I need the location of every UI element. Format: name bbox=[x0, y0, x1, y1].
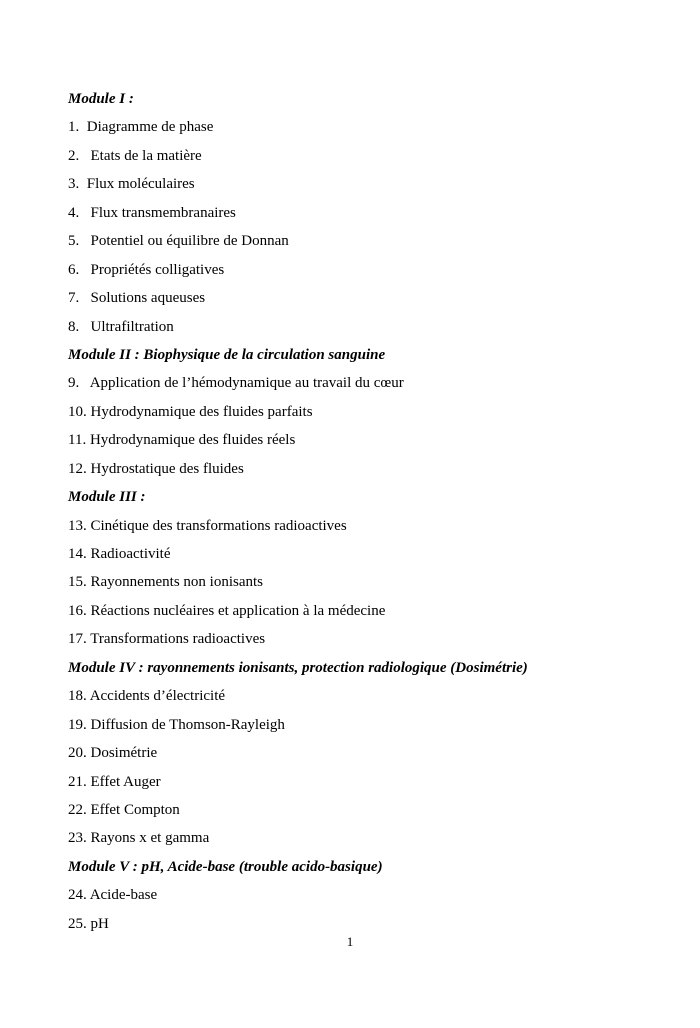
item-number: 9. bbox=[68, 375, 80, 392]
item-label: Acide-base bbox=[89, 887, 158, 904]
page-number: 1 bbox=[346, 934, 354, 949]
item-number: 12. bbox=[68, 460, 87, 477]
item-number: 25. bbox=[68, 915, 87, 932]
item-number: 6. bbox=[68, 261, 80, 278]
item-label: Propriétés colligatives bbox=[90, 261, 225, 278]
list-item bbox=[68, 597, 668, 625]
list-item bbox=[68, 711, 668, 739]
list-item bbox=[68, 142, 668, 170]
item-label: Diffusion de Thomson-Rayleigh bbox=[90, 716, 285, 733]
item-label: Potentiel ou équilibre de Donnan bbox=[90, 233, 289, 250]
item-number: 14. bbox=[68, 546, 87, 562]
item-label: Application de l’hémodynamique au travail du cœur bbox=[89, 375, 404, 392]
item-number: 15. bbox=[68, 574, 87, 591]
module-heading: Module V : pH, Acide-base (trouble acido-basique) bbox=[68, 858, 383, 875]
list-item bbox=[68, 313, 668, 341]
item-number: 7. bbox=[68, 290, 80, 307]
list-item bbox=[68, 256, 668, 284]
item-label: Effet Auger bbox=[90, 773, 161, 790]
list-item bbox=[68, 682, 668, 710]
module-heading: Module II : Biophysique de la circulation sanguine bbox=[68, 346, 386, 363]
list-item bbox=[68, 227, 668, 255]
item-label: Accidents d’électricité bbox=[89, 688, 226, 705]
item-label: Radioactivité bbox=[90, 546, 171, 562]
module-heading: Module IV : rayonnements ionisants, protection radiologique (Dosimétrie) bbox=[68, 659, 528, 676]
item-number: 1. bbox=[68, 119, 80, 136]
item-label: Diagramme de phase bbox=[86, 119, 214, 136]
list-item bbox=[68, 739, 668, 767]
item-number: 17. bbox=[68, 631, 87, 648]
item-number: 10. bbox=[68, 403, 87, 420]
table-of-contents bbox=[68, 85, 668, 938]
list-item bbox=[68, 170, 668, 198]
item-number: 20. bbox=[68, 745, 87, 762]
list-item bbox=[68, 540, 668, 568]
list-item bbox=[68, 369, 668, 397]
item-number: 2. bbox=[68, 147, 80, 164]
item-number: 22. bbox=[68, 801, 87, 818]
list-item bbox=[68, 426, 668, 454]
item-number: 8. bbox=[68, 318, 80, 335]
item-label: Hydrodynamique des fluides réels bbox=[89, 432, 296, 449]
item-label: Solutions aqueuses bbox=[90, 290, 206, 307]
item-number: 13. bbox=[68, 517, 87, 534]
list-item bbox=[68, 824, 668, 852]
list-item bbox=[68, 881, 668, 909]
module-heading: Module I : bbox=[68, 91, 134, 107]
item-number: 23. bbox=[68, 830, 87, 847]
item-label: Flux transmembranaires bbox=[90, 204, 236, 221]
item-number: 21. bbox=[68, 773, 87, 790]
list-item bbox=[68, 512, 668, 540]
item-label: Hydrostatique des fluides bbox=[90, 460, 244, 477]
item-label: Dosimétrie bbox=[90, 745, 158, 762]
item-label: Etats de la matière bbox=[90, 147, 202, 164]
item-label: Rayons x et gamma bbox=[90, 830, 210, 847]
item-label: Hydrodynamique des fluides parfaits bbox=[90, 403, 313, 420]
item-label: Rayonnements non ionisants bbox=[90, 574, 263, 591]
item-number: 11. bbox=[68, 432, 87, 449]
item-number: 18. bbox=[68, 688, 87, 705]
item-label: pH bbox=[90, 915, 109, 932]
item-label: Ultrafiltration bbox=[90, 318, 174, 335]
item-label: Réactions nucléaires et application à la médecine bbox=[90, 602, 386, 619]
list-item bbox=[68, 796, 668, 824]
list-item bbox=[68, 199, 668, 227]
list-item bbox=[68, 455, 668, 483]
list-item bbox=[68, 284, 668, 312]
list-item bbox=[68, 398, 668, 426]
item-number: 16. bbox=[68, 602, 87, 619]
item-label: Flux moléculaires bbox=[86, 176, 195, 193]
item-number: 5. bbox=[68, 233, 80, 250]
list-item bbox=[68, 113, 668, 141]
list-item bbox=[68, 625, 668, 653]
list-item bbox=[68, 568, 668, 596]
item-number: 3. bbox=[68, 176, 80, 193]
item-label: Transformations radioactives bbox=[90, 631, 266, 648]
item-number: 19. bbox=[68, 716, 87, 733]
item-number: 24. bbox=[68, 887, 87, 904]
module-heading: Module III : bbox=[68, 489, 146, 506]
item-label: Effet Compton bbox=[90, 801, 180, 818]
item-label: Cinétique des transformations radioactives bbox=[90, 517, 347, 534]
list-item bbox=[68, 768, 668, 796]
item-number: 4. bbox=[68, 204, 80, 221]
